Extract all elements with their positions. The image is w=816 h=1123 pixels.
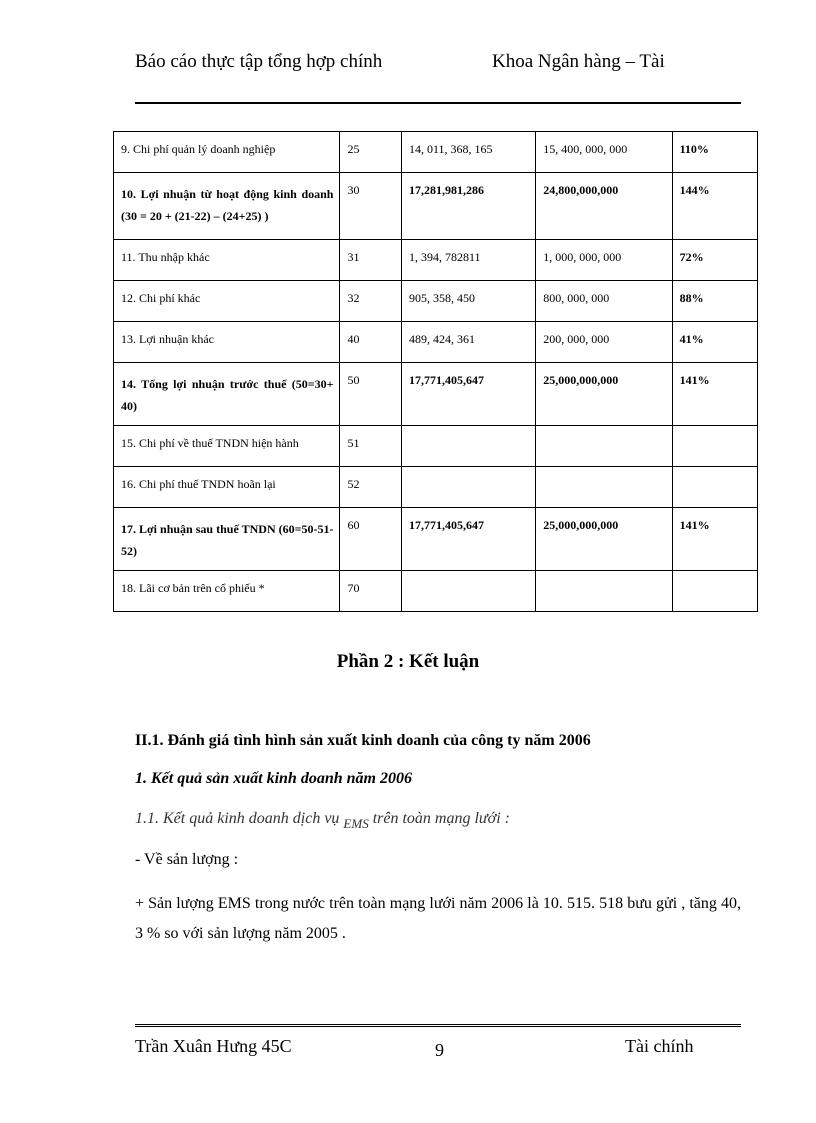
row-label: 13. Lợi nhuận khác bbox=[114, 322, 340, 363]
table-row bbox=[114, 173, 758, 240]
row-percent: 72% bbox=[672, 240, 757, 281]
row-label: 17. Lợi nhuận sau thuế TNDN (60=50-51-52) bbox=[114, 508, 340, 571]
row-actual-value bbox=[401, 426, 535, 467]
table-row bbox=[114, 240, 758, 281]
heading-1-1-suffix: trên toàn mạng lưới : bbox=[372, 810, 510, 827]
header-report-title: Báo cáo thực tập tổng hợp chính bbox=[135, 51, 383, 72]
row-actual-value: 1, 394, 782811 bbox=[401, 240, 535, 281]
section-title: Phần 2 : Kết luận bbox=[336, 651, 480, 672]
table-row bbox=[114, 426, 758, 467]
footer-department: Tài chính bbox=[625, 1036, 694, 1056]
page-header bbox=[135, 50, 741, 104]
table-row bbox=[114, 363, 758, 426]
row-percent: 110% bbox=[672, 132, 757, 173]
row-label: 9. Chi phí quản lý doanh nghiệp bbox=[114, 132, 340, 173]
row-plan-value: 200, 000, 000 bbox=[536, 322, 672, 363]
page-footer bbox=[135, 1024, 741, 1083]
row-actual-value: 17,771,405,647 bbox=[401, 508, 535, 571]
row-code: 32 bbox=[340, 281, 401, 322]
row-code: 52 bbox=[340, 467, 401, 508]
heading-1: 1. Kết quả sản xuất kinh doanh năm 2006 bbox=[135, 770, 412, 787]
row-actual-value bbox=[401, 571, 535, 612]
table-row bbox=[114, 467, 758, 508]
row-plan-value: 25,000,000,000 bbox=[536, 363, 672, 426]
row-actual-value: 17,771,405,647 bbox=[401, 363, 535, 426]
row-actual-value: 14, 011, 368, 165 bbox=[401, 132, 535, 173]
table-row bbox=[114, 281, 758, 322]
row-label: 16. Chi phí thuế TNDN hoãn lại bbox=[114, 467, 340, 508]
row-code: 51 bbox=[340, 426, 401, 467]
row-label: 10. Lợi nhuận từ hoạt động kinh doanh (30 = 20 + (21-22) – (24+25) ) bbox=[114, 173, 340, 240]
footer-author: Trần Xuân Hưng 45C bbox=[135, 1036, 292, 1056]
row-plan-value bbox=[536, 467, 672, 508]
row-percent: 41% bbox=[672, 322, 757, 363]
page-number: 9 bbox=[435, 1040, 444, 1060]
row-plan-value: 25,000,000,000 bbox=[536, 508, 672, 571]
row-percent: 88% bbox=[672, 281, 757, 322]
row-label: 18. Lãi cơ bản trên cổ phiếu * bbox=[114, 571, 340, 612]
heading-ii1: II.1. Đánh giá tình hình sản xuất kinh doanh của công ty năm 2006 bbox=[135, 732, 591, 749]
volume-paragraph: + Sản lượng EMS trong nước trên toàn mạng lưới năm 2006 là 10. 515. 518 bưu gửi , tăng 40, 3 % so với sản lượng năm 2005 . bbox=[135, 895, 741, 942]
row-plan-value: 800, 000, 000 bbox=[536, 281, 672, 322]
row-plan-value: 15, 400, 000, 000 bbox=[536, 132, 672, 173]
row-plan-value: 24,800,000,000 bbox=[536, 173, 672, 240]
table-row bbox=[114, 571, 758, 612]
row-code: 40 bbox=[340, 322, 401, 363]
row-code: 70 bbox=[340, 571, 401, 612]
row-percent bbox=[672, 426, 757, 467]
row-percent bbox=[672, 571, 757, 612]
header-faculty: Khoa Ngân hàng – Tài bbox=[492, 51, 665, 72]
heading-1-1-ems: EMS bbox=[343, 816, 369, 831]
table-row bbox=[114, 508, 758, 571]
heading-1-1 bbox=[135, 810, 510, 831]
row-plan-value bbox=[536, 571, 672, 612]
heading-1-1-prefix: 1.1. Kết quả kinh doanh dịch vụ bbox=[135, 810, 340, 827]
row-label: 11. Thu nhập khác bbox=[114, 240, 340, 281]
table-row bbox=[114, 132, 758, 173]
row-plan-value bbox=[536, 426, 672, 467]
row-percent: 141% bbox=[672, 508, 757, 571]
row-plan-value: 1, 000, 000, 000 bbox=[536, 240, 672, 281]
row-code: 25 bbox=[340, 132, 401, 173]
volume-label: - Về sản lượng : bbox=[135, 851, 239, 868]
table-row bbox=[114, 322, 758, 363]
row-code: 31 bbox=[340, 240, 401, 281]
row-label: 12. Chi phí khác bbox=[114, 281, 340, 322]
row-code: 60 bbox=[340, 508, 401, 571]
row-actual-value: 489, 424, 361 bbox=[401, 322, 535, 363]
row-percent: 141% bbox=[672, 363, 757, 426]
row-percent: 144% bbox=[672, 173, 757, 240]
row-actual-value: 905, 358, 450 bbox=[401, 281, 535, 322]
row-actual-value: 17,281,981,286 bbox=[401, 173, 535, 240]
row-label: 15. Chi phí về thuế TNDN hiện hành bbox=[114, 426, 340, 467]
row-code: 30 bbox=[340, 173, 401, 240]
income-statement-table bbox=[113, 131, 758, 612]
row-actual-value bbox=[401, 467, 535, 508]
row-label: 14. Tổng lợi nhuận trước thuế (50=30+ 40) bbox=[114, 363, 340, 426]
row-code: 50 bbox=[340, 363, 401, 426]
row-percent bbox=[672, 467, 757, 508]
